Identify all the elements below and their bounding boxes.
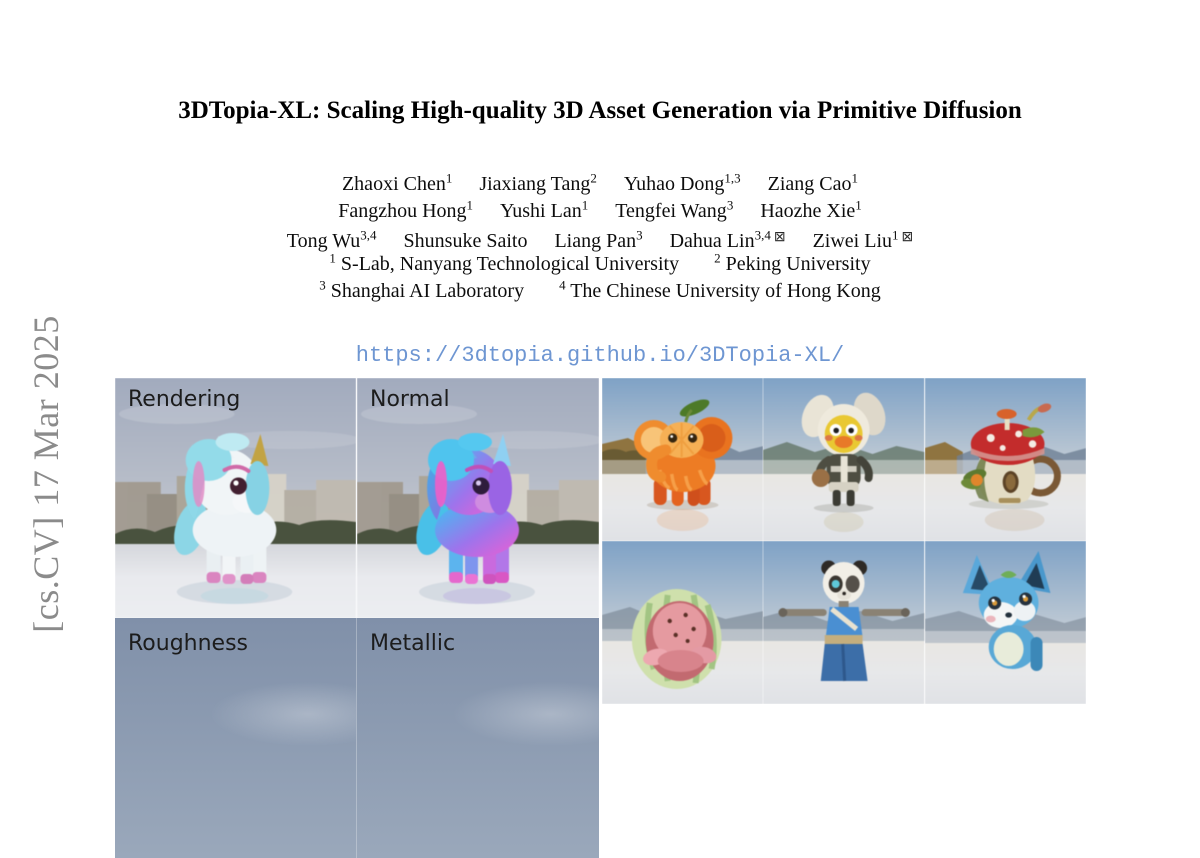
author-name: Tong Wu$^{3,4}$ — [286, 226, 377, 252]
asset-cell-orange-elephant — [602, 378, 763, 541]
material-label-normal: Normal — [370, 387, 450, 412]
affiliation: $^2$ Peking University — [714, 250, 871, 276]
author-name: Jiaxiang Tang$^2$ — [479, 170, 597, 195]
material-label-roughness: Roughness — [128, 631, 249, 656]
project-url-row — [0, 343, 1200, 368]
watermelon-armchair-image — [602, 541, 763, 704]
asset-cell-watermelon-armchair — [602, 541, 763, 704]
author-line-3 — [0, 225, 1200, 252]
material-label-rendering: Rendering — [128, 387, 241, 412]
author-name: Shunsuke Saito — [403, 229, 528, 252]
author-line-2 — [0, 198, 1200, 225]
duck-hood-character-image — [763, 378, 924, 541]
asset-cell-blue-fox — [925, 541, 1086, 704]
author-name: Tengfei Wang$^3$ — [615, 197, 734, 222]
author-name: Ziwei Liu$^1$ ⊠ — [812, 226, 914, 252]
envelope-icon: ⊠ — [901, 229, 914, 245]
affiliation-line-2 — [0, 278, 1200, 305]
author-name: Zhaoxi Chen$^1$ — [341, 170, 453, 195]
quad-rendering — [115, 378, 357, 618]
author-line-1 — [0, 171, 1200, 198]
quad-metallic — [357, 618, 599, 858]
author-name: Dahua Lin$^{3,4}$ ⊠ — [669, 226, 786, 252]
author-name: Yushi Lan$^1$ — [500, 197, 589, 222]
project-url-link[interactable]: https://3dtopia.github.io/3DTopia-XL/ — [355, 343, 845, 368]
paper-title: 3DTopia-XL: Scaling High-quality 3D Asset Generation via Primitive Diffusion — [178, 97, 1022, 124]
unicorn-pony-rendering-image — [115, 378, 356, 618]
author-name: Ziang Cao$^1$ — [767, 170, 859, 195]
asset-cell-mushroom-teapot — [925, 378, 1086, 541]
teaser-figure — [115, 378, 1086, 858]
author-name: Liang Pan$^3$ — [554, 226, 643, 252]
quad-roughness — [115, 618, 357, 858]
affiliation: $^4$ The Chinese University of Hong Kong — [559, 277, 881, 303]
affiliation: $^1$ S-Lab, Nanyang Technological University — [329, 250, 680, 276]
author-name: Yuhao Dong$^{1,3}$ — [623, 170, 741, 195]
asset-cell-duck-character — [763, 378, 924, 541]
author-name: Fangzhou Hong$^1$ — [338, 197, 474, 222]
envelope-icon: ⊠ — [773, 229, 786, 245]
orange-elephant-image — [602, 378, 763, 541]
pbr-material-panel — [115, 378, 599, 858]
mushroom-house-teapot-image — [925, 378, 1086, 541]
author-block — [0, 171, 1200, 305]
arxiv-stamp: [cs.CV] 17 Mar 2025 — [26, 315, 66, 633]
author-name: Haozhe Xie$^1$ — [760, 197, 862, 222]
affiliation: $^3$ Shanghai AI Laboratory — [319, 277, 525, 303]
panda-warrior-image — [763, 541, 924, 704]
material-label-metallic: Metallic — [370, 631, 456, 656]
quad-normal — [357, 378, 599, 618]
affiliation-line-1 — [0, 251, 1200, 278]
asset-cell-panda-warrior — [763, 541, 924, 704]
unicorn-pony-normal-map-image — [357, 378, 599, 618]
asset-grid — [602, 378, 1086, 704]
blue-fox-image — [925, 541, 1086, 704]
